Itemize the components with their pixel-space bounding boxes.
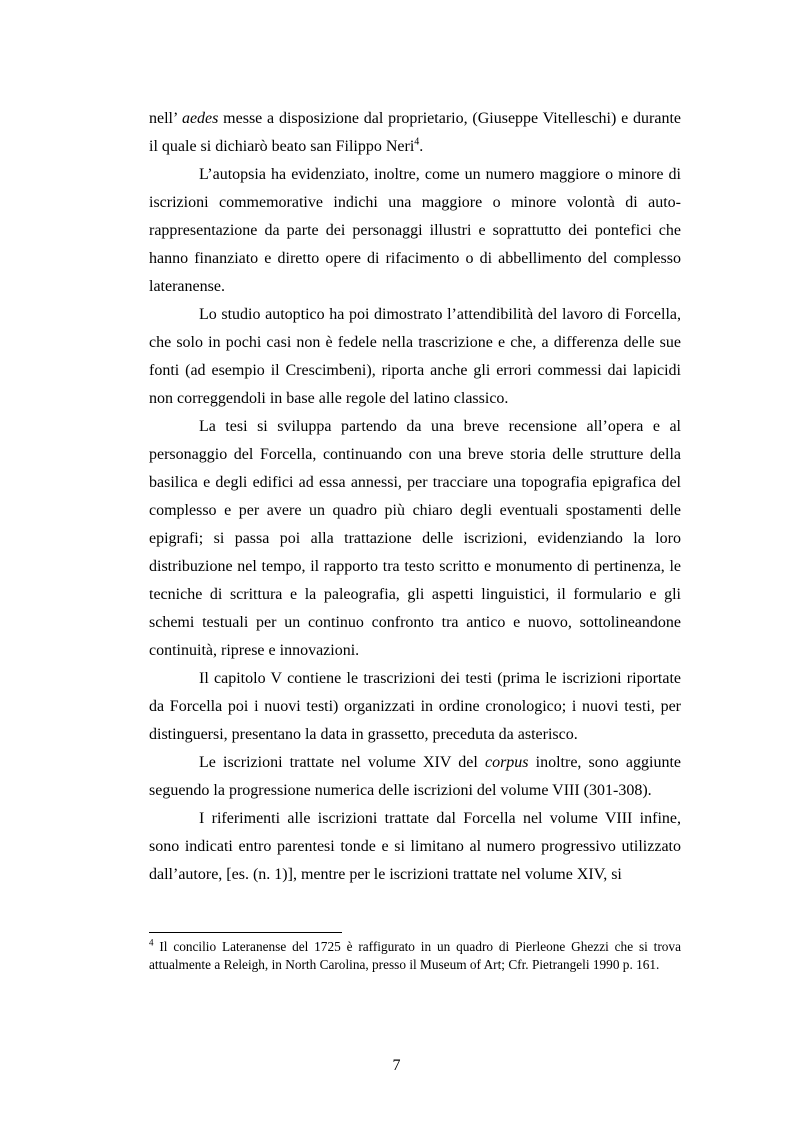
footnote-marker: 4 xyxy=(149,937,154,948)
footnote-separator xyxy=(149,932,342,933)
paragraph-6-text-a: Le iscrizioni trattate nel volume XIV del xyxy=(199,754,485,771)
paragraph-1-text-b: messe a disposizione dal proprietario, (Giuseppe Vitelleschi) e durante il quale si dichiarò beato san Filippo Neri xyxy=(149,110,681,155)
paragraph-6 xyxy=(149,749,681,805)
paragraph-4: La tesi si sviluppa partendo da una breve recensione all’opera e al personaggio del Forcella, continuando con una breve storia delle strutture della basilica e degli edifici ad essa annessi, per tracciare una topografia epigrafica del complesso e per avere un quadro più chiaro degli eventuali spostamenti delle epigrafi; si passa poi alla trattazione delle iscrizioni, evidenziando la loro distribuzione nel tempo, il rapporto tra testo scritto e monumento di pertinenza, le tecniche di scrittura e la paleografia, gli aspetti linguistici, il formulario e gli schemi testuali per un continuo confronto tra antico e nuovo, sottolineandone continuità, riprese e innovazioni. xyxy=(149,418,681,659)
paragraph-3: Lo studio autoptico ha poi dimostrato l’attendibilità del lavoro di Forcella, che solo in pochi casi non è fedele nella trascrizione e che, a differenza delle sue fonti (ad esempio il Crescimbeni), riporta anche gli errori commessi dai lapicidi non correggendoli in base alle regole del latino classico. xyxy=(149,306,681,407)
page-number: 7 xyxy=(392,1057,401,1074)
footnote-reference[interactable]: 4 xyxy=(414,136,420,148)
paragraph-6-italic: corpus xyxy=(484,754,529,771)
paragraph-2: L’autopsia ha evidenziato, inoltre, come un numero maggiore o minore di iscrizioni commemorative indichi una maggiore o minore volontà di auto-rappresentazione da parte dei personaggi illustri e soprattutto dei pontefici che hanno finanziato e diretto opere di rifacimento o di abbellimento del complesso lateranense. xyxy=(149,166,681,295)
paragraph-7: I riferimenti alle iscrizioni trattate dal Forcella nel volume VIII infine, sono indicati entro parentesi tonde e si limitano al numero progressivo utilizzato dall’autore, [es. (n. 1)], mentre per le iscrizioni trattate nel volume XIV, si xyxy=(149,810,681,883)
footnote xyxy=(149,938,681,974)
paragraph-6-text-b: inoltre, sono aggiunte seguendo la progressione numerica delle iscrizioni del volume VIII (301-308). xyxy=(149,754,682,799)
paragraph-1 xyxy=(149,105,681,161)
paragraph-1-italic: aedes xyxy=(181,110,219,127)
footnote-text: Il concilio Lateranense del 1725 è raffigurato in un quadro di Pierleone Ghezzi che si trova attualmente a Releigh, in North Carolina, presso il Museum of Art; Cfr. Pietrangeli 1990 p. 161. xyxy=(149,939,681,972)
paragraph-1-text-a: nell’ xyxy=(149,110,182,127)
paragraph-1-text-c: . xyxy=(419,138,424,155)
page-body xyxy=(149,105,681,889)
paragraph-5: Il capitolo V contiene le trascrizioni dei testi (prima le iscrizioni riportate da Forcella poi i nuovi testi) organizzati in ordine cronologico; i nuovi testi, per distinguersi, presentano la data in grassetto, preceduta da asterisco. xyxy=(149,670,681,743)
